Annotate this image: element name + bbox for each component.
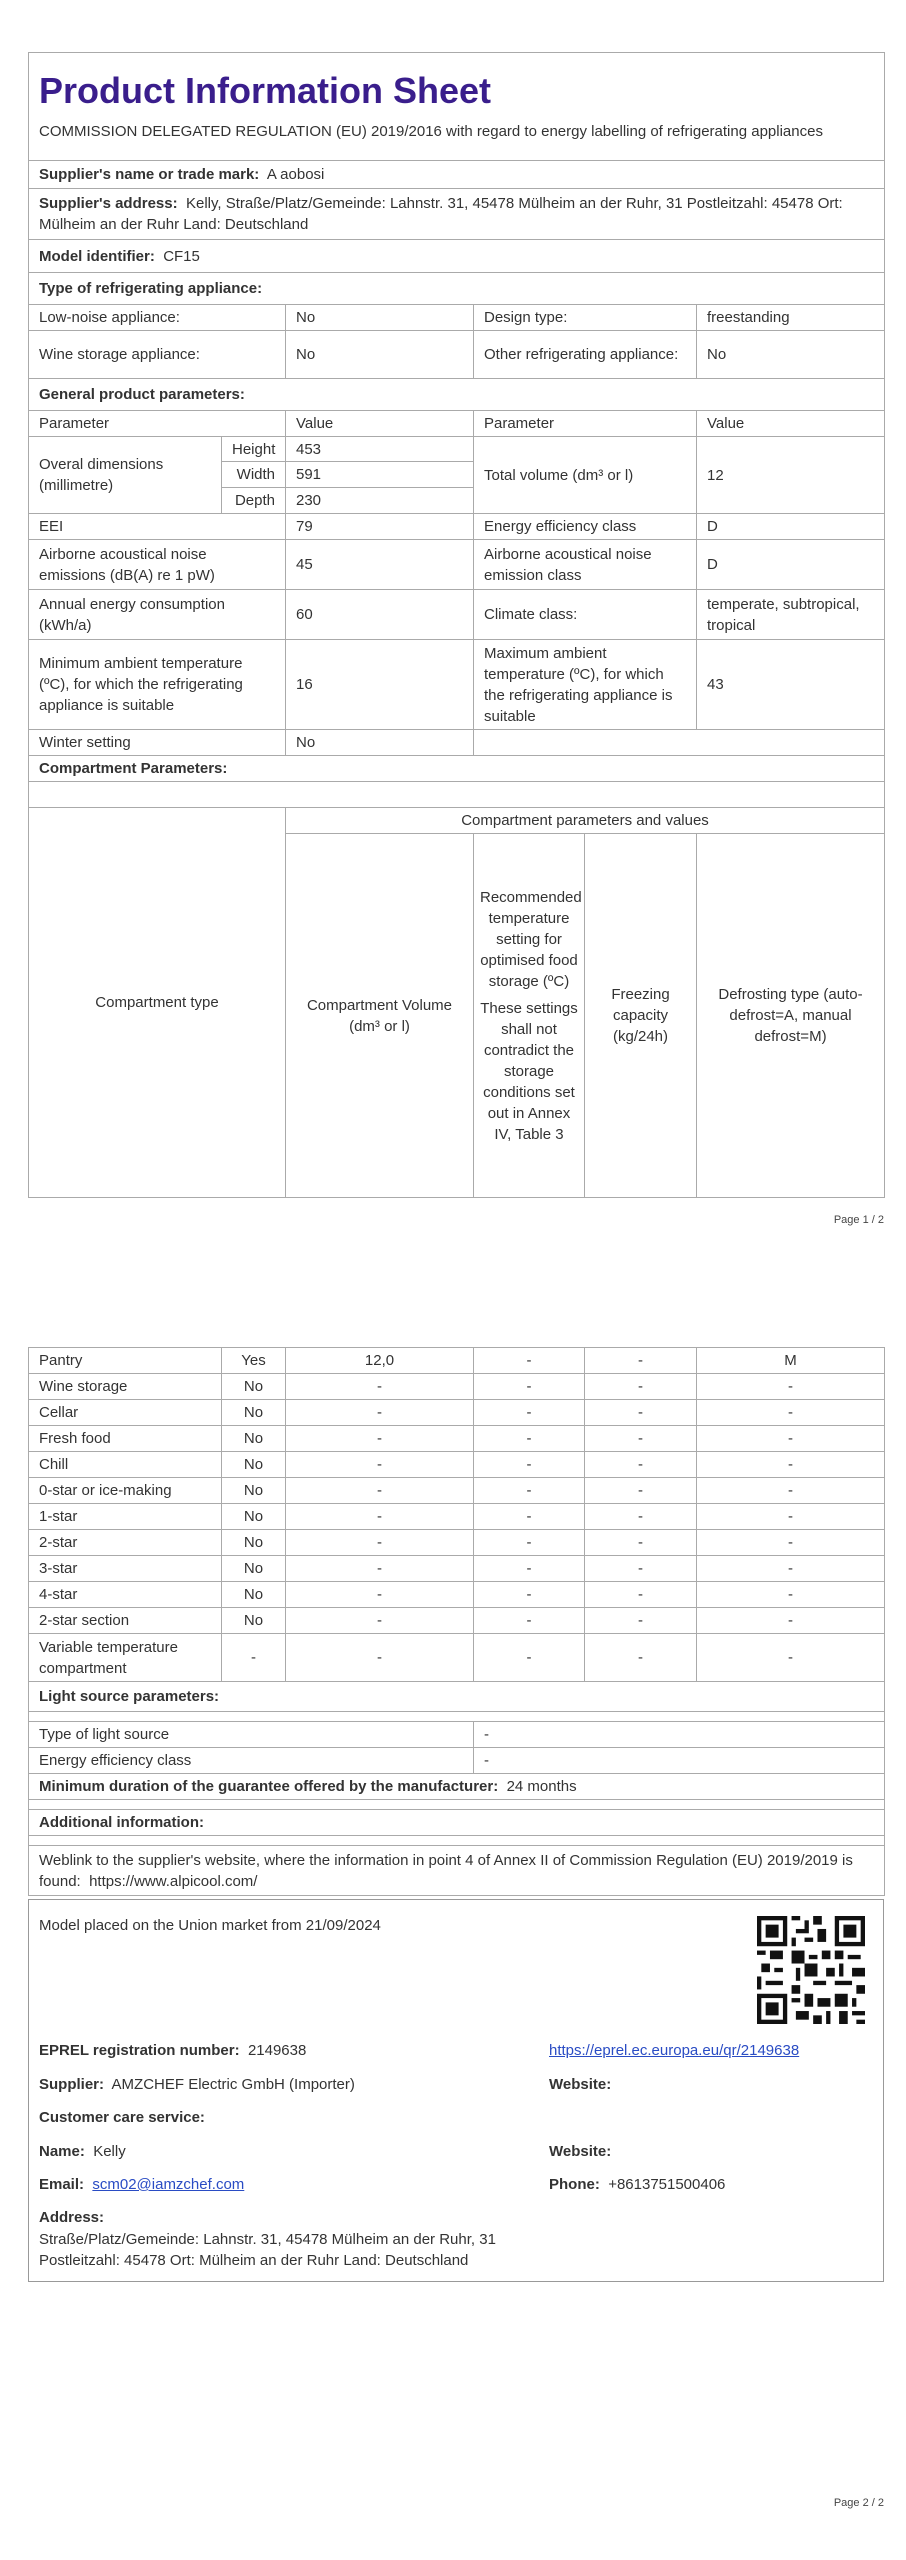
table-row [29, 1556, 885, 1582]
compartment-name: 4-star [29, 1582, 222, 1608]
compartment-name: Pantry [29, 1348, 222, 1374]
light-source-heading [29, 1682, 885, 1712]
compartment-defrost: M [697, 1348, 885, 1374]
compartment-freezing: - [585, 1556, 697, 1582]
email-link[interactable]: scm02@iamzchef.com [92, 2176, 245, 2193]
wine-storage-value: No [286, 331, 474, 379]
compartment-values-table [28, 1347, 885, 1896]
max-temp-label: Maximum ambient temperature (ºC), for which the refrigerating appliance is suitable [474, 640, 697, 730]
supplier-row [39, 2075, 355, 2095]
compartment-freezing: - [585, 1452, 697, 1478]
energy-class-label: Energy efficiency class [474, 514, 697, 540]
eprel-label: EPREL registration number: [39, 2042, 240, 2059]
compartment-defrost: - [697, 1530, 885, 1556]
weblink-url[interactable]: https://www.alpicool.com/ [89, 1872, 258, 1890]
phone-row [549, 2175, 725, 2195]
noise-class-label: Airborne acoustical noise emission class [474, 540, 697, 590]
compartment-defrost: - [697, 1608, 885, 1634]
compartment-present: No [222, 1556, 286, 1582]
max-temp-value: 43 [697, 640, 885, 730]
compartment-freezing: - [585, 1478, 697, 1504]
low-noise-label: Low-noise appliance: [29, 305, 286, 331]
appliance-type-heading [29, 273, 885, 305]
col-parameter-2: Parameter [474, 411, 697, 437]
light-spacer [29, 1712, 885, 1722]
address-line-1: Straße/Platz/Gemeinde: Lahnstr. 31, 45478 Mülheim an der Ruhr, 31 [39, 2231, 496, 2248]
compartment-volume: - [286, 1426, 474, 1452]
guarantee-row [29, 1774, 885, 1800]
winter-empty-cell [474, 730, 885, 756]
recommended-temp-text: Recommended temperature setting for optimised food storage (ºC) [480, 888, 582, 990]
compartment-volume: - [286, 1634, 474, 1682]
guarantee-spacer [29, 1800, 885, 1810]
title-cell [29, 53, 885, 161]
compartment-present: No [222, 1452, 286, 1478]
total-volume-label: Total volume (dm³ or l) [474, 437, 697, 514]
supplier-name-value: A aobosi [266, 166, 325, 183]
table-row [29, 1582, 885, 1608]
min-temp-label: Minimum ambient temperature (ºC), for which the refrigerating appliance is suitable [29, 640, 286, 730]
compartment-temp: - [474, 1348, 585, 1374]
compartment-present: - [222, 1634, 286, 1682]
col-recommended-temp [474, 834, 585, 1198]
compartment-name: Variable temperature compartment [29, 1634, 222, 1682]
col-defrosting-type: Defrosting type (auto-defrost=A, manual defrost=M) [697, 834, 885, 1198]
eprel-value: 2149638 [247, 2042, 307, 2059]
eprel-link[interactable]: https://eprel.ec.europa.eu/qr/2149638 [549, 2042, 800, 2059]
general-params-heading-text: General product parameters: [39, 386, 245, 403]
compartment-params-heading [29, 756, 885, 782]
compartment-volume: - [286, 1374, 474, 1400]
width-value: 591 [286, 462, 474, 488]
compartment-temp: - [474, 1400, 585, 1426]
customer-care-heading: Customer care service: [39, 2109, 205, 2126]
col-compartment-volume: Compartment Volume (dm³ or l) [286, 834, 474, 1198]
additional-info-heading-text: Additional information: [39, 1814, 204, 1831]
height-label: Height [222, 437, 286, 462]
compartment-present: Yes [222, 1348, 286, 1374]
page-title: Product Information Sheet [39, 69, 492, 111]
appliance-type-heading-text: Type of refrigerating appliance: [39, 280, 263, 297]
compartment-present: No [222, 1374, 286, 1400]
model-label: Model identifier: [39, 247, 155, 265]
total-volume-value: 12 [697, 437, 885, 514]
care-name-value: Kelly [93, 2143, 126, 2160]
additional-spacer [29, 1836, 885, 1846]
compartment-volume: - [286, 1556, 474, 1582]
other-refrigerating-value: No [697, 331, 885, 379]
supplier-address-value: Kelly, Straße/Platz/Gemeinde: Lahnstr. 31, 45478 Mülheim an der Ruhr, 31 Postleitzahl: 45478 Ort: Mülheim an der Ruhr Land: Deutschland [39, 195, 843, 233]
table-row [29, 1400, 885, 1426]
compartment-present: No [222, 1504, 286, 1530]
eei-value: 79 [286, 514, 474, 540]
compartment-freezing: - [585, 1504, 697, 1530]
supplier-value: AMZCHEF Electric GmbH (Importer) [111, 2076, 355, 2093]
phone-label: Phone: [549, 2176, 600, 2193]
compartment-freezing: - [585, 1608, 697, 1634]
product-info-table-1 [28, 52, 885, 1198]
compartment-freezing: - [585, 1426, 697, 1452]
eei-label: EEI [29, 514, 286, 540]
market-info-box [28, 1899, 884, 2282]
phone-value: +8613751500406 [608, 2176, 726, 2193]
noise-value: 45 [286, 540, 474, 590]
table-row [29, 1608, 885, 1634]
compartment-defrost: - [697, 1556, 885, 1582]
light-class-label: Energy efficiency class [29, 1748, 474, 1774]
compartment-present: No [222, 1400, 286, 1426]
compartment-volume: 12,0 [286, 1348, 474, 1374]
compartment-defrost: - [697, 1374, 885, 1400]
guarantee-label: Minimum duration of the guarantee offered by the manufacturer: [39, 1778, 499, 1795]
compartment-temp: - [474, 1608, 585, 1634]
winter-setting-label: Winter setting [29, 730, 286, 756]
table-row [29, 1634, 885, 1682]
consumption-value: 60 [286, 590, 474, 640]
compartment-name: Fresh food [29, 1426, 222, 1452]
table-row [29, 1348, 885, 1374]
general-params-heading [29, 379, 885, 411]
compartment-volume: - [286, 1452, 474, 1478]
email-row [39, 2175, 244, 2195]
address-label: Address: [39, 2209, 105, 2226]
eprel-row [39, 2041, 306, 2061]
supplier-address-row [29, 189, 885, 240]
website-label: Website: [549, 2076, 612, 2093]
compartment-temp: - [474, 1374, 585, 1400]
light-source-heading-text: Light source parameters: [39, 1688, 220, 1705]
compartment-volume: - [286, 1400, 474, 1426]
supplier-name-label: Supplier's name or trade mark: [39, 166, 260, 183]
compartment-present: No [222, 1478, 286, 1504]
weblink-text: Weblink to the supplier's website, where the information in point 4 of Annex II of Commission Regulation (EU) 2019/2019 is found: [39, 1851, 853, 1890]
compartment-name: 0-star or ice-making [29, 1478, 222, 1504]
table-row [29, 1374, 885, 1400]
compartment-defrost: - [697, 1478, 885, 1504]
page-number-2: Page 2 / 2 [833, 2497, 884, 2509]
light-class-value: - [474, 1748, 885, 1774]
light-type-value: - [474, 1722, 885, 1748]
energy-class-value: D [697, 514, 885, 540]
compartment-group-header: Compartment parameters and values [286, 808, 885, 834]
compartment-freezing: - [585, 1582, 697, 1608]
depth-label: Depth [222, 488, 286, 514]
compartment-params-heading-text: Compartment Parameters: [39, 760, 228, 777]
compartment-present: No [222, 1608, 286, 1634]
compartment-defrost: - [697, 1452, 885, 1478]
care-name-row [39, 2142, 126, 2162]
consumption-label: Annual energy consumption (kWh/a) [29, 590, 286, 640]
supplier-label: Supplier: [39, 2076, 105, 2093]
col-value-2: Value [697, 411, 885, 437]
compartment-present: No [222, 1530, 286, 1556]
wine-storage-label: Wine storage appliance: [29, 331, 286, 379]
compartment-temp: - [474, 1556, 585, 1582]
compartment-temp: - [474, 1582, 585, 1608]
page-2-sheet [28, 1347, 884, 1896]
table-row [29, 1504, 885, 1530]
supplier-address-label: Supplier's address: [39, 195, 178, 212]
climate-class-label: Climate class: [474, 590, 697, 640]
compartment-temp: - [474, 1478, 585, 1504]
weblink-row [29, 1846, 885, 1896]
compartment-present: No [222, 1582, 286, 1608]
compartment-temp: - [474, 1634, 585, 1682]
height-value: 453 [286, 437, 474, 462]
dimensions-label: Overal dimensions (millimetre) [29, 437, 222, 514]
compartment-temp: - [474, 1426, 585, 1452]
compartment-name: 1-star [29, 1504, 222, 1530]
compartment-name: 2-star section [29, 1608, 222, 1634]
compartment-name: 2-star [29, 1530, 222, 1556]
guarantee-value: 24 months [506, 1778, 577, 1795]
recommended-temp-note: These settings shall not contradict the storage conditions set out in Annex IV, Table 3 [480, 999, 578, 1143]
compartment-name: 3-star [29, 1556, 222, 1582]
col-parameter-1: Parameter [29, 411, 286, 437]
compartment-freezing: - [585, 1530, 697, 1556]
winter-setting-value: No [286, 730, 474, 756]
compartment-defrost: - [697, 1400, 885, 1426]
compartment-name: Cellar [29, 1400, 222, 1426]
regulation-subtitle: COMMISSION DELEGATED REGULATION (EU) 2019/2016 with regard to energy labelling of refrigerating appliances [39, 122, 823, 140]
qr-code-icon [757, 1916, 865, 2024]
noise-label: Airborne acoustical noise emissions (dB(A) re 1 pW) [29, 540, 286, 590]
compartment-present: No [222, 1426, 286, 1452]
min-temp-value: 16 [286, 640, 474, 730]
compartment-freezing: - [585, 1374, 697, 1400]
col-freezing-capacity: Freezing capacity (kg/24h) [585, 834, 697, 1198]
compartment-freezing: - [585, 1400, 697, 1426]
compartment-volume: - [286, 1608, 474, 1634]
design-type-value: freestanding [697, 305, 885, 331]
compartment-defrost: - [697, 1504, 885, 1530]
width-label: Width [222, 462, 286, 488]
compartment-volume: - [286, 1530, 474, 1556]
col-value-1: Value [286, 411, 474, 437]
model-value: CF15 [163, 247, 200, 265]
market-placed-text: Model placed on the Union market from 21/09/2024 [39, 1917, 381, 1934]
col-compartment-type: Compartment type [29, 808, 286, 1198]
table-row [29, 1452, 885, 1478]
climate-class-value: temperate, subtropical, tropical [697, 590, 885, 640]
care-website-label: Website: [549, 2143, 612, 2160]
compartment-freezing: - [585, 1348, 697, 1374]
page-number-1: Page 1 / 2 [833, 1214, 884, 1226]
page-1-sheet [28, 52, 884, 1198]
compartment-volume: - [286, 1504, 474, 1530]
compartment-name: Wine storage [29, 1374, 222, 1400]
compartment-temp: - [474, 1452, 585, 1478]
light-type-label: Type of light source [29, 1722, 474, 1748]
compartment-freezing: - [585, 1634, 697, 1682]
table-row [29, 1426, 885, 1452]
address-line-2: Postleitzahl: 45478 Ort: Mülheim an der Ruhr Land: Deutschland [39, 2252, 469, 2269]
compartment-temp: - [474, 1530, 585, 1556]
compartment-defrost: - [697, 1634, 885, 1682]
compartment-volume: - [286, 1478, 474, 1504]
email-label: Email: [39, 2176, 85, 2193]
design-type-label: Design type: [474, 305, 697, 331]
empty-spacer-row [29, 782, 885, 808]
low-noise-value: No [286, 305, 474, 331]
noise-class-value: D [697, 540, 885, 590]
model-row [29, 240, 885, 273]
compartment-defrost: - [697, 1582, 885, 1608]
compartment-name: Chill [29, 1452, 222, 1478]
additional-info-heading [29, 1810, 885, 1836]
care-name-label: Name: [39, 2143, 85, 2160]
compartment-defrost: - [697, 1426, 885, 1452]
other-refrigerating-label: Other refrigerating appliance: [474, 331, 697, 379]
table-row [29, 1530, 885, 1556]
compartment-volume: - [286, 1582, 474, 1608]
depth-value: 230 [286, 488, 474, 514]
supplier-name-row [29, 161, 885, 189]
compartment-temp: - [474, 1504, 585, 1530]
table-row [29, 1478, 885, 1504]
